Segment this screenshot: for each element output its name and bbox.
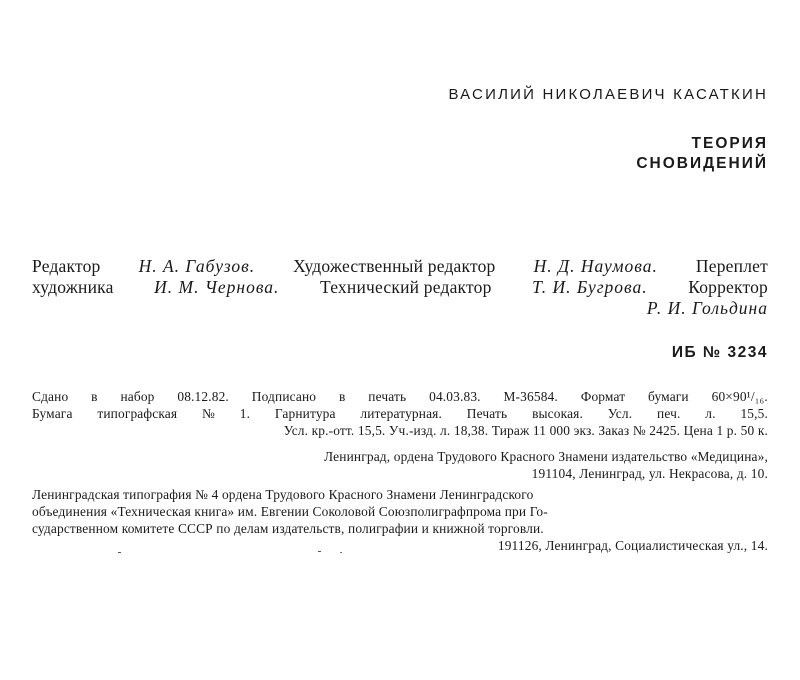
publisher-info (32, 448, 768, 482)
word: набор (120, 389, 155, 404)
printer-line-1: Ленинградская типография № 4 ордена Трудового Красного Знамени Ленинградского (32, 487, 534, 502)
book-title (636, 134, 768, 174)
speck-1 (118, 552, 121, 553)
word: высокая. (532, 406, 583, 421)
word: 08.12.82. (177, 389, 229, 404)
name-proofreader: Р. И. Гольдина (646, 298, 768, 318)
word: печ. (657, 406, 681, 421)
label-editor: Редактор (32, 256, 101, 276)
label-artist: художника (32, 277, 114, 297)
speck-3 (340, 552, 342, 553)
print-specks (110, 548, 350, 558)
label-tech-editor: Технический редактор (319, 277, 492, 297)
printer-line-4: 191126, Ленинград, Социалистическая ул., 14. (497, 538, 768, 553)
word: М-36584. (503, 389, 558, 404)
word: в (338, 389, 346, 404)
word: л. (705, 406, 716, 421)
ib-number: ИБ № 3234 (671, 344, 768, 361)
word: Бумага (32, 406, 73, 421)
word: в (91, 389, 98, 404)
label-art-editor: Художественный редактор (293, 256, 496, 276)
word: 60×90¹/₁₆. (711, 389, 768, 404)
name-art-editor: Н. Д. Наумова. (533, 256, 658, 276)
speck-2 (318, 551, 321, 552)
printer-info (32, 486, 768, 554)
print-specs (32, 388, 768, 439)
word: Сдано (32, 389, 69, 404)
book-title-line-1: ТЕОРИЯ (691, 135, 768, 152)
word: № (201, 406, 215, 421)
word: бумаги (648, 389, 689, 404)
word: Гарнитура (274, 406, 336, 421)
word: Печать (466, 406, 508, 421)
label-proofreader: Корректор (688, 277, 768, 297)
name-editor: Н. А. Габузов. (138, 256, 256, 276)
publisher-line-2: 191104, Ленинград, ул. Некрасова, д. 10. (531, 466, 768, 481)
word: Подписано (251, 389, 317, 404)
word: Усл. (607, 406, 633, 421)
word: типографская (97, 406, 178, 421)
book-title-line-2: СНОВИДЕНИЙ (636, 155, 768, 172)
author-name: ВАСИЛИЙ НИКОЛАЕВИЧ КАСАТКИН (448, 86, 768, 103)
credits-line-2 (32, 277, 768, 298)
editorial-credits (32, 256, 768, 319)
credits-line-3 (32, 298, 768, 319)
word: 04.03.83. (429, 389, 481, 404)
print-specs-line-3: Усл. кр.-отт. 15,5. Уч.-изд. л. 18,38. Тираж 11 000 экз. Заказ № 2425. Цена 1 р. 50 к. (283, 423, 768, 438)
print-specs-line-1 (32, 388, 768, 405)
label-binding: Переплет (695, 256, 768, 276)
name-tech-editor: Т. И. Бугрова. (532, 277, 648, 297)
word: 1. (239, 406, 251, 421)
print-specs-line-2 (32, 405, 768, 422)
word: 15,5. (740, 406, 768, 421)
printer-line-3: сударственном комитете СССР по делам издательств, полиграфии и книжной торговли. (32, 521, 544, 536)
name-artist: И. М. Чернова. (154, 277, 280, 297)
word: печать (368, 389, 407, 404)
publisher-line-1: Ленинград, ордена Трудового Красного Знамени издательство «Медицина», (324, 449, 768, 464)
word: литературная. (360, 406, 442, 421)
word: Формат (580, 389, 626, 404)
printer-line-2: объединения «Техническая книга» им. Евгении Соколовой Союзполиграфпрома при Го- (32, 504, 548, 519)
credits-line-1 (32, 256, 768, 277)
